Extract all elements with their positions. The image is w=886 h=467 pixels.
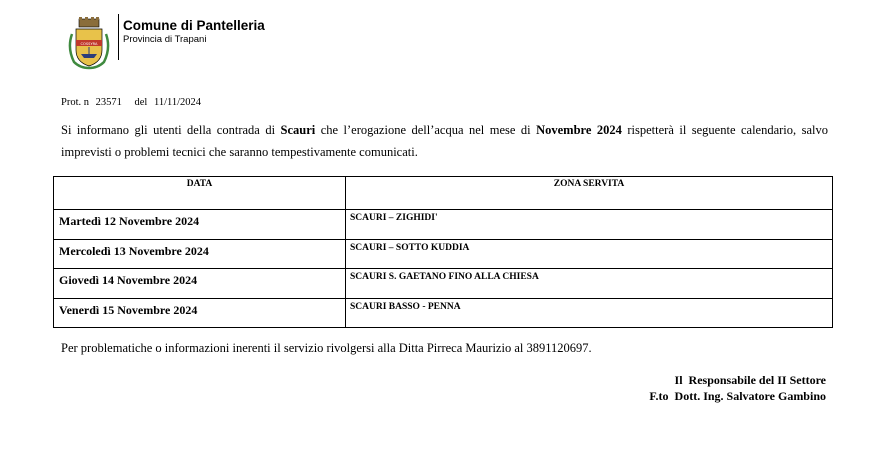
signature-role: Il Responsabile del II Settore (674, 373, 826, 387)
row-zone: SCAURI BASSO - PENNA (350, 301, 461, 312)
schedule-table (53, 176, 833, 328)
crest-band-text: COSSYRA (80, 41, 98, 46)
row-zone: SCAURI S. GAETANO FINO ALLA CHIESA (350, 272, 539, 282)
intro-paragraph (61, 119, 828, 163)
intro-text-1: Si informano gli utenti della contrada di (61, 123, 281, 137)
intro-month: Novembre 2024 (536, 123, 622, 137)
table-header-row (54, 177, 833, 210)
row-date: Mercoledì 13 Novembre 2024 (59, 243, 209, 258)
organization-name: Comune di Pantelleria (123, 18, 265, 33)
protocol-date: 11/11/2024 (153, 97, 202, 108)
row-date: Venerdì 15 Novembre 2024 (59, 302, 198, 317)
row-date: Giovedì 14 Novembre 2024 (59, 273, 198, 287)
protocol-date-label: del (134, 97, 148, 108)
organization-block (123, 18, 265, 46)
signature-block (649, 372, 826, 404)
signature-name: F.to Dott. Ing. Salvatore Gambino (649, 389, 826, 403)
header-divider (118, 14, 119, 60)
intro-location: Scauri (280, 123, 316, 137)
table-row (54, 298, 833, 328)
row-zone: SCAURI – ZIGHIDI' (350, 213, 438, 223)
protocol-number: 23571 (95, 97, 122, 108)
column-header-zone: ZONA SERVITA (346, 177, 833, 210)
table-row (54, 269, 833, 299)
table-row (54, 210, 833, 240)
protocol-line (61, 97, 205, 108)
table-row (54, 239, 833, 269)
contact-info: Per problematiche o informazioni inerenti il servizio rivolgersi alla Ditta Pirreca Maurizio al 3891120697. (61, 341, 592, 355)
municipal-crest-icon (66, 16, 112, 70)
protocol-label: Prot. n (61, 97, 90, 108)
intro-text-3: rispetterà il seguente calendario, salvo imprevisti o problemi tecnici che saranno tempestivamente comunicati. (61, 123, 829, 159)
row-date: Martedì 12 Novembre 2024 (59, 214, 200, 228)
organization-subtitle: Provincia di Trapani (123, 34, 207, 45)
column-header-date: DATA (54, 177, 346, 210)
intro-text-2: che l’erogazione dell’acqua nel mese di (315, 123, 537, 137)
row-zone: SCAURI – SOTTO KUDDIA (350, 242, 470, 253)
